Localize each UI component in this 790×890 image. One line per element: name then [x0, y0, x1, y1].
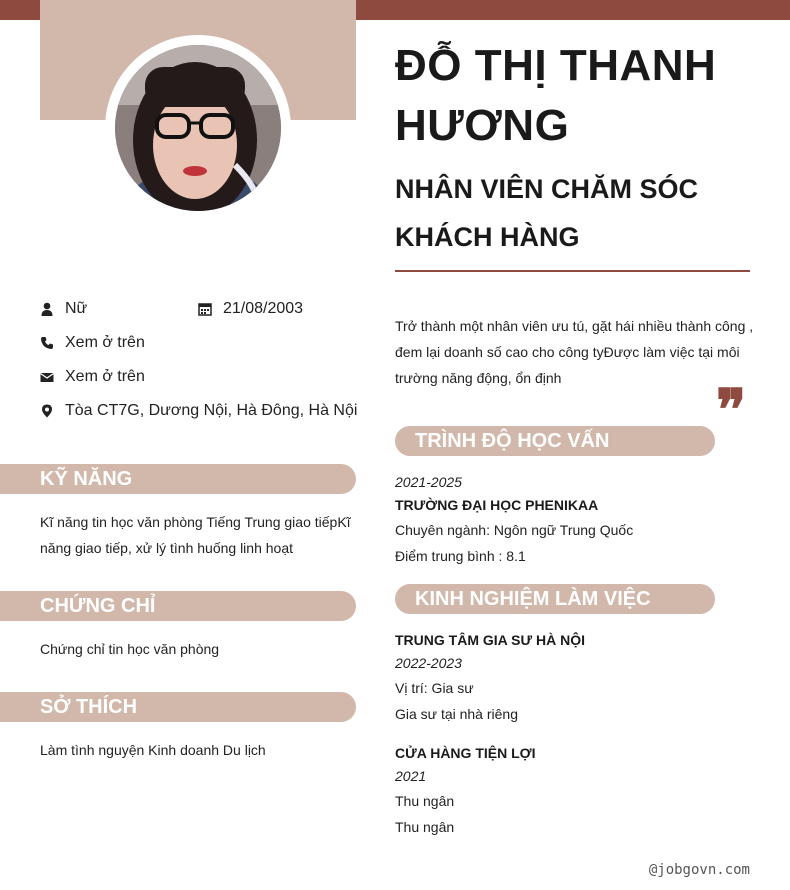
phone-row	[40, 334, 145, 352]
experience-company: CỬA HÀNG TIỆN LỢI	[395, 745, 536, 761]
location-pin-icon	[40, 404, 54, 418]
birthdate-value: 21/08/2003	[223, 300, 304, 317]
experience-position: Vị trí: Gia sư	[395, 680, 474, 696]
title-divider	[395, 270, 750, 272]
address-row	[40, 402, 357, 420]
birthdate-row	[198, 300, 303, 318]
quote-mark-icon: ❞	[716, 377, 747, 443]
experience-description: Gia sư tại nhà riêng	[395, 706, 518, 722]
career-objective: Trở thành một nhân viên ưu tú, gặt hái nhiều thành công , đem lại doanh số cao cho công tyĐược làm việc tại môi trường năng động, ổn định	[395, 318, 754, 386]
experience-period: 2021	[395, 768, 427, 784]
avatar	[115, 45, 281, 211]
skills-heading-pill	[0, 464, 356, 494]
school-name: TRƯỜNG ĐẠI HỌC PHENIKAA	[395, 497, 599, 513]
education-period: 2021-2025	[395, 474, 462, 490]
certificates-heading-pill	[0, 591, 356, 621]
gender-value: Nữ	[65, 300, 88, 317]
hobbies-heading: SỞ THÍCH	[40, 696, 138, 718]
experience-heading: KINH NGHIỆM LÀM VIỆC	[415, 588, 651, 610]
hobbies-heading-pill	[0, 692, 356, 722]
skills-heading: KỸ NĂNG	[40, 468, 133, 490]
education-major: Chuyên ngành: Ngôn ngữ Trung Quốc	[395, 522, 634, 538]
certificates-heading: CHỨNG CHỈ	[40, 595, 156, 617]
skills-text: Kĩ năng tin học văn phòng Tiếng Trung giao tiếpKĩ năng giao tiếp, xử lý tình huống linh hoạt	[40, 514, 351, 556]
address-value: Tòa CT7G, Dương Nội, Hà Đông, Hà Nội	[65, 402, 358, 419]
experience-company: TRUNG TÂM GIA SƯ HÀ NỘI	[395, 632, 585, 648]
gender-row	[40, 300, 87, 318]
certificates-text: Chứng chỉ tin học văn phòng	[40, 641, 220, 657]
education-gpa: Điểm trung bình : 8.1	[395, 548, 526, 564]
experience-description: Thu ngân	[395, 819, 455, 835]
education-heading-pill	[395, 426, 715, 456]
experience-period: 2022-2023	[395, 655, 462, 671]
phone-value: Xem ở trên	[65, 334, 145, 351]
calendar-icon	[198, 302, 212, 316]
envelope-icon	[40, 370, 54, 384]
experience-heading-pill	[395, 584, 715, 614]
watermark: @jobgovn.com	[648, 862, 750, 878]
email-row	[40, 368, 145, 386]
email-value: Xem ở trên	[65, 368, 145, 385]
hobbies-text: Làm tình nguyện Kinh doanh Du lịch	[40, 742, 266, 758]
experience-position: Thu ngân	[395, 793, 455, 809]
job-title: NHÂN VIÊN CHĂM SÓC KHÁCH HÀNG	[395, 174, 699, 252]
person-icon	[40, 302, 54, 316]
education-heading: TRÌNH ĐỘ HỌC VẤN	[415, 430, 610, 452]
phone-icon	[40, 336, 54, 350]
candidate-name: ĐỖ THỊ THANH HƯƠNG	[395, 41, 717, 150]
